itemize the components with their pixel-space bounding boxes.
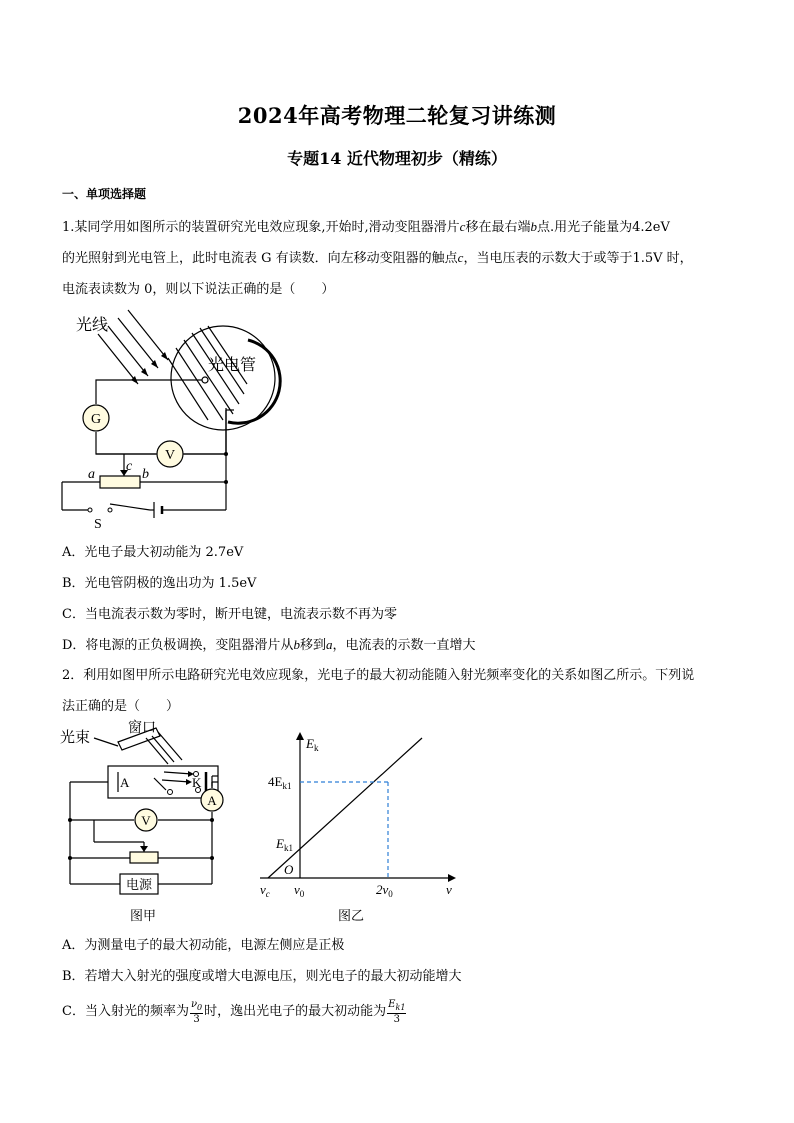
q2-figure-jia	[58, 716, 238, 926]
light-label: 光线	[76, 317, 109, 334]
power-supply-label: 电源	[125, 877, 153, 892]
x-axis-label: ν	[446, 882, 452, 897]
tick-nu-0: $\nu_0$	[294, 882, 305, 899]
tube-label: 光电管	[208, 357, 257, 374]
rheostat	[130, 852, 158, 863]
q1-stem-line1: 1.某同学用如图所示的装置研究光电效应现象,开始时,滑动变阻器滑片c移在最右端b点.用光子能量为4.2eV	[62, 219, 670, 235]
beam-label: 光束	[60, 730, 91, 746]
voltmeter-label: V	[164, 448, 176, 463]
y-axis-label: $E_k$	[306, 736, 319, 753]
window-label: 窗口	[128, 721, 156, 736]
tick-4ek1: $4E_{k1}$	[268, 774, 292, 791]
q1-stem-line3: 电流表读数为 0，则以下说法正确的是（ ）	[62, 282, 335, 297]
document-title: 2024年高考物理二轮复习讲练测	[237, 103, 557, 128]
fraction-nu0-over-3: $\frac{\nu_0}{3}$	[190, 998, 203, 1025]
voltmeter-label: V	[141, 813, 151, 828]
figure-yi-caption: 图乙	[338, 908, 365, 923]
origin-label: O	[284, 862, 294, 877]
document-subtitle: 专题14 近代物理初步（精练）	[287, 149, 507, 168]
rheostat	[100, 476, 140, 488]
phototube-envelope	[171, 326, 275, 430]
q2-stem-line2: 法正确的是（ ）	[62, 699, 180, 714]
q2-stem-line1: 2．利用如图甲所示电路研究光电效应现象，光电子的最大初动能随入射光频率变化的关系如图乙所示。下列说	[62, 668, 695, 683]
q1-option-d: D．将电源的正负极调换，变阻器滑片从b移到a，电流表的示数一直增大	[62, 637, 476, 653]
anode-label: A	[120, 775, 130, 790]
tick-ek1: $E_{k1}$	[276, 836, 293, 853]
q1-stem-line2: 的光照射到光电管上，此时电流表 G 有读数．向左移动变阻器的触点c，当电压表的示数大于或等于1.5V 时，	[62, 250, 693, 266]
section-heading: 一、单项选择题	[62, 187, 147, 201]
galvanometer-label: G	[90, 412, 102, 427]
q1-circuit-figure	[58, 300, 257, 535]
figure-jia-caption: 图甲	[130, 908, 157, 923]
switch-label: S	[94, 517, 102, 532]
terminal-a-label: a	[88, 467, 95, 482]
fraction-ek1-over-3: $\frac{E_{k1}}{3}$	[388, 998, 406, 1025]
q2-figure-yi-graph	[246, 728, 466, 926]
q1-option-b: B．光电管阴极的逸出功为 1.5eV	[62, 576, 257, 591]
q2-option-a: A．为测量电子的最大初动能，电源左侧应是正极	[62, 938, 345, 953]
tick-nu-c: $\nu_c$	[260, 882, 270, 899]
q2-option-b: B．若增大入射光的强度或增大电源电压，则光电子的最大初动能增大	[62, 969, 462, 984]
terminal-b-label: b	[142, 467, 149, 482]
q1-option-a: A．光电子最大初动能为 2.7eV	[62, 545, 244, 560]
cathode-label: K	[192, 775, 202, 790]
q1-option-c: C．当电流表示数为零时，断开电键，电流表示数不再为零	[62, 607, 397, 622]
tick-2nu-0: $2\nu_0$	[376, 882, 393, 899]
slider-c-label: c	[126, 459, 133, 474]
ammeter-label: A	[207, 793, 217, 808]
ek-line	[268, 738, 422, 878]
q2-option-c: C．当入射光的频率为 $\frac{\nu_0}{3}$ 时，逸出光电子的最大初动能为 $\frac{E_{k1}}{3}$	[62, 998, 406, 1025]
